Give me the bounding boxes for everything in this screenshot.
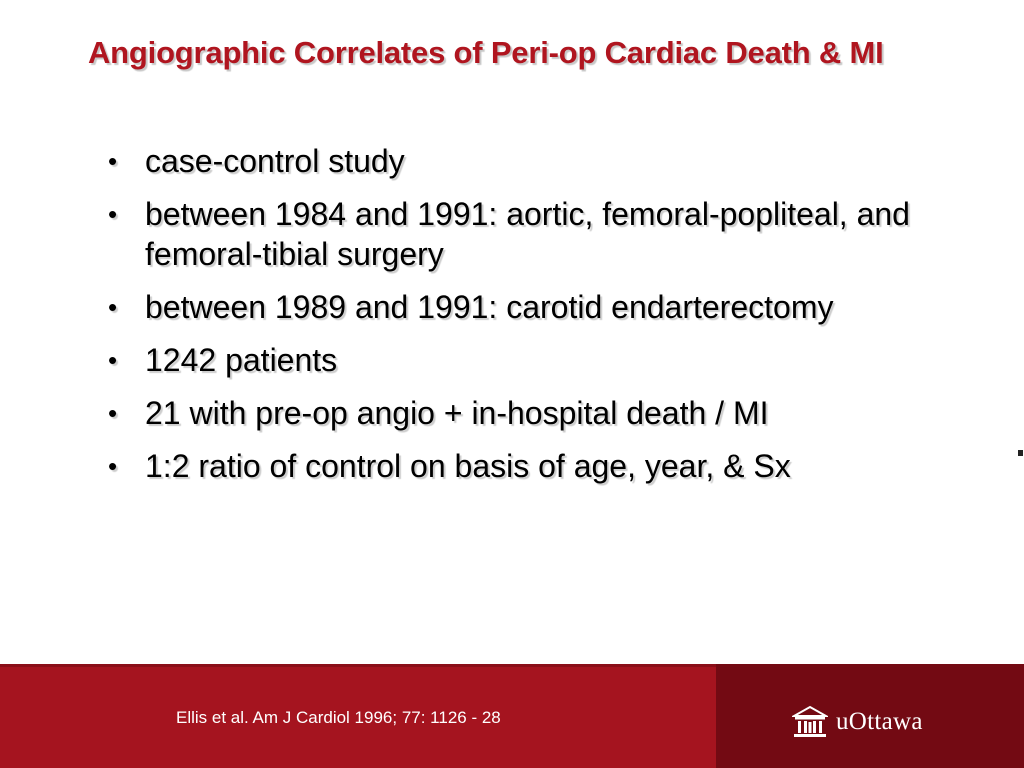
citation-text: Ellis et al. Am J Cardiol 1996; 77: 1126 - 28 (176, 708, 501, 727)
uottawa-logo (792, 704, 923, 740)
edge-marker (1018, 450, 1023, 456)
logo-wordmark: uOttawa (836, 708, 923, 735)
bullet-dot-icon: • (108, 199, 118, 229)
bullet-item (108, 194, 988, 274)
bullet-text: 21 with pre-op angio + in-hospital death / MI (145, 395, 769, 431)
bullet-text: between 1984 and 1991: aortic, femoral-popliteal, and femoral-tibial surgery (145, 196, 910, 272)
bullet-item (108, 287, 988, 327)
bullet-text: case-control study (145, 143, 405, 179)
bullet-item (108, 340, 988, 380)
university-building-icon (792, 704, 828, 740)
bullet-item (108, 393, 988, 433)
slide-title: Angiographic Correlates of Peri-op Cardiac Death & MI (88, 35, 884, 70)
bullet-text: 1:2 ratio of control on basis of age, year, & Sx (145, 448, 791, 484)
bullet-dot-icon: • (108, 345, 118, 375)
bullet-text: between 1989 and 1991: carotid endarterectomy (145, 289, 834, 325)
bullet-dot-icon: • (108, 451, 118, 481)
bullet-list (108, 141, 988, 499)
bullet-dot-icon: • (108, 292, 118, 322)
bullet-text: 1242 patients (145, 342, 338, 378)
bullet-item (108, 446, 988, 486)
bullet-item (108, 141, 988, 181)
bullet-dot-icon: • (108, 146, 118, 176)
bullet-dot-icon: • (108, 398, 118, 428)
